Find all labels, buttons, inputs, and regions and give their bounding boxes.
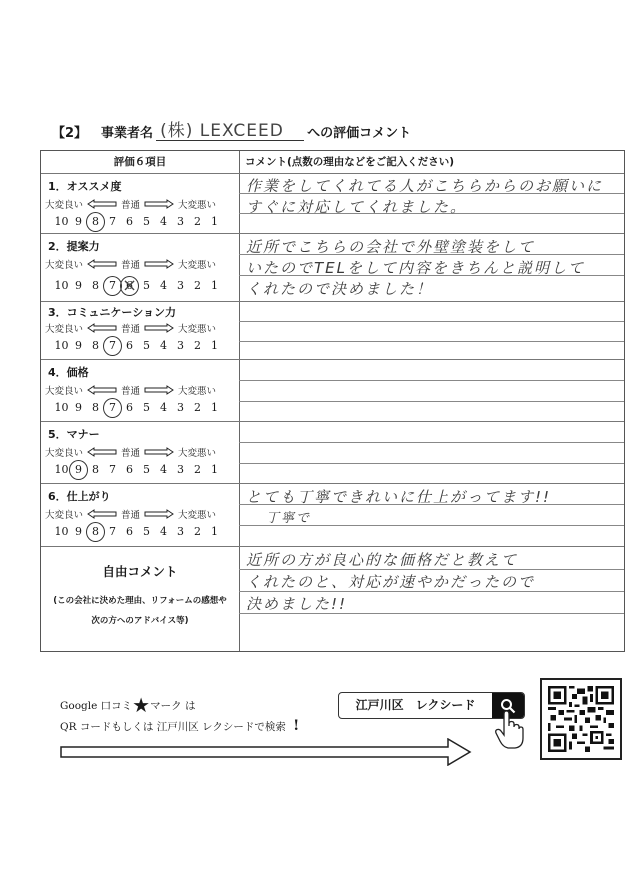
qr-code[interactable] [540,678,622,760]
score-6[interactable]: 6 [126,525,133,538]
comment-line: とても丁寧できれいに仕上がってます!! [246,488,552,506]
score-9[interactable]: 9 [75,339,82,352]
ruled-line [239,321,624,322]
scale-normal-label: 普通 [121,324,141,335]
score-2[interactable]: 2 [194,215,201,228]
score-scale[interactable] [53,525,223,538]
score-8[interactable]: 8 [92,339,99,352]
score-scale[interactable] [53,215,223,228]
score-10[interactable]: 10 [54,401,69,414]
criteria-title: 2．提案力 [48,240,100,253]
score-6-crossed[interactable]: × 6 [121,279,138,292]
scale-good-label: 大変良い [45,324,84,335]
google-review-suffix: マーク は [150,700,196,712]
score-5[interactable]: 5 [143,401,150,414]
criteria-title: 1．オススメ度 [48,180,122,193]
arrow-left-icon [87,447,117,457]
free-comment-hint: (この会社に決めた理由、リフォームの感想や [53,596,227,606]
free-comment-section [41,546,239,653]
criteria-title: 6．仕上がり [48,490,111,503]
comment-insert: 丁寧で [266,511,312,526]
comment-line: くれたので決めました！ [246,280,434,298]
arrow-right-icon [144,385,174,395]
score-4[interactable]: 4 [160,463,167,476]
ruled-line [239,380,624,381]
score-9[interactable]: 9 [75,525,82,538]
score-4[interactable]: 4 [160,279,167,292]
score-9[interactable]: 9 [75,215,82,228]
score-2[interactable]: 2 [194,339,201,352]
score-10[interactable]: 10 [54,463,69,476]
scale-normal-label: 普通 [121,260,141,271]
score-scale[interactable] [53,279,223,292]
scale-bad-label: 大変悪い [178,200,217,211]
score-10[interactable]: 10 [54,215,69,228]
score-9[interactable]: 9 [75,401,82,414]
score-scale[interactable] [53,401,223,414]
scale-bad-label: 大変悪い [178,510,217,521]
score-1[interactable]: 1 [211,215,218,228]
star-icon: ★ [132,693,151,717]
qr-search-text [60,718,299,734]
score-1[interactable]: 1 [211,463,218,476]
qr-search-instruction: QR コードもしくは 江戸川区 レクシードで検索 [60,721,286,733]
arrow-right-icon [144,259,174,269]
evaluation-table [40,150,625,652]
score-2[interactable]: 2 [194,279,201,292]
comment-line: 決めました!! [246,595,348,613]
free-comment-hint: 次の方へのアドバイス等) [91,616,189,626]
score-6[interactable]: 6 [126,215,133,228]
score-5[interactable]: 5 [143,463,150,476]
criteria-manners [41,421,239,483]
arrow-right-icon [144,199,174,209]
score-9[interactable]: 9 [75,279,82,292]
scale-good-label: 大変良い [45,260,84,271]
score-7[interactable]: 7 [109,525,116,538]
score-3[interactable]: 3 [177,401,184,414]
scale-good-label: 大変良い [45,448,84,459]
free-comment-title: 自由コメント [102,564,178,579]
criteria-proposal [41,233,239,301]
score-8-selected[interactable]: 8 [87,215,104,228]
score-8-selected[interactable]: 8 [87,525,104,538]
criteria-finish [41,483,239,546]
score-1[interactable]: 1 [211,525,218,538]
score-4[interactable]: 4 [160,525,167,538]
exclamation-icon: ! [293,718,300,734]
score-1[interactable]: 1 [211,339,218,352]
arrow-right-icon [144,509,174,519]
score-2[interactable]: 2 [194,525,201,538]
score-8[interactable]: 8 [92,463,99,476]
scale-bad-label: 大変悪い [178,448,217,459]
arrow-right-icon [144,323,174,333]
google-review-text [60,693,195,717]
score-3[interactable]: 3 [177,279,184,292]
criteria-title: 3．コミュニケーション力 [48,306,176,319]
score-3[interactable]: 3 [177,525,184,538]
score-5[interactable]: 5 [143,339,150,352]
criteria-title: 5．マナー [48,428,100,441]
scale-legend [45,321,216,335]
ruled-line [239,341,624,342]
score-3[interactable]: 3 [177,463,184,476]
score-2[interactable]: 2 [194,401,201,414]
score-1[interactable]: 1 [211,279,218,292]
scale-bad-label: 大変悪い [178,324,217,335]
scale-legend [45,197,216,211]
score-5[interactable]: 5 [143,525,150,538]
score-5[interactable]: 5 [143,215,150,228]
comment-line: くれたのと、対応が速やかだったので [246,573,536,591]
arrow-left-icon [87,199,117,209]
score-3[interactable]: 3 [177,215,184,228]
score-7-selected[interactable]: 7 [104,279,121,292]
score-4[interactable]: 4 [160,339,167,352]
score-7-selected[interactable]: 7 [104,401,121,414]
score-9-selected[interactable]: 9 [70,463,87,476]
comment-line: いたのでTELをして内容をきちんと説明して [246,259,585,277]
company-name-handwritten: (株) LEXCEED [156,122,304,141]
score-8[interactable]: 8 [92,279,99,292]
hand-pointer-icon [494,710,524,750]
criteria-title: 4．価格 [48,366,89,379]
arrow-right-icon [60,738,472,766]
criteria-price [41,359,239,421]
ruled-line [239,463,624,464]
score-scale[interactable] [53,339,223,352]
score-10[interactable]: 10 [54,339,69,352]
scale-normal-label: 普通 [121,200,141,211]
scale-good-label: 大変良い [45,386,84,397]
comment-line: 近所の方が良心的な価格だと教えて [246,551,519,569]
scale-normal-label: 普通 [121,448,141,459]
ruled-line [239,401,624,402]
arrow-left-icon [87,385,117,395]
score-7-selected[interactable]: 7 [104,339,121,352]
score-7[interactable]: 7 [109,463,116,476]
score-10[interactable]: 10 [54,525,69,538]
criteria-communication [41,301,239,359]
score-5[interactable]: 5 [143,279,150,292]
score-4[interactable]: 4 [160,401,167,414]
scale-normal-label: 普通 [121,386,141,397]
score-3[interactable]: 3 [177,339,184,352]
scale-good-label: 大変良い [45,200,84,211]
arrow-left-icon [87,259,117,269]
title-suffix: への評価コメント [307,126,412,141]
criteria-recommendation [41,173,239,233]
scale-legend [45,445,216,459]
section-number: 【2】 [52,126,88,141]
score-1[interactable]: 1 [211,401,218,414]
header-criteria: 評価６項目 [113,156,167,168]
search-query: 江戸川区 レクシード [355,698,476,712]
score-4[interactable]: 4 [160,215,167,228]
score-scale[interactable] [53,463,223,476]
score-2[interactable]: 2 [194,463,201,476]
scale-bad-label: 大変悪い [178,260,217,271]
score-6[interactable]: 6 [126,339,133,352]
score-6[interactable]: 6 [126,401,133,414]
scale-normal-label: 普通 [121,510,141,521]
ruled-line [239,442,624,443]
company-label: 事業者名 [101,126,154,141]
scale-legend [45,383,216,397]
comment-line: すぐに対応してくれました。 [246,198,468,216]
scale-good-label: 大変良い [45,510,84,521]
score-6[interactable]: 6 [126,463,133,476]
arrow-right-icon [144,447,174,457]
arrow-left-icon [87,509,117,519]
arrow-left-icon [87,323,117,333]
scale-bad-label: 大変悪い [178,386,217,397]
comment-line: 近所でこちらの会社で外壁塗装をして [246,238,536,256]
form-title [52,122,411,141]
score-7[interactable]: 7 [109,215,116,228]
google-review-prefix: Google 口コミ [60,700,133,712]
score-8[interactable]: 8 [92,401,99,414]
scale-legend [45,507,216,521]
comment-line: 作業をしてくれてる人がこちらからのお願いに [246,177,604,195]
scale-legend [45,257,216,271]
header-comment: コメント(点数の理由などをご記入ください) [245,156,455,168]
score-10[interactable]: 10 [54,279,69,292]
qr-code-icon [548,686,614,752]
